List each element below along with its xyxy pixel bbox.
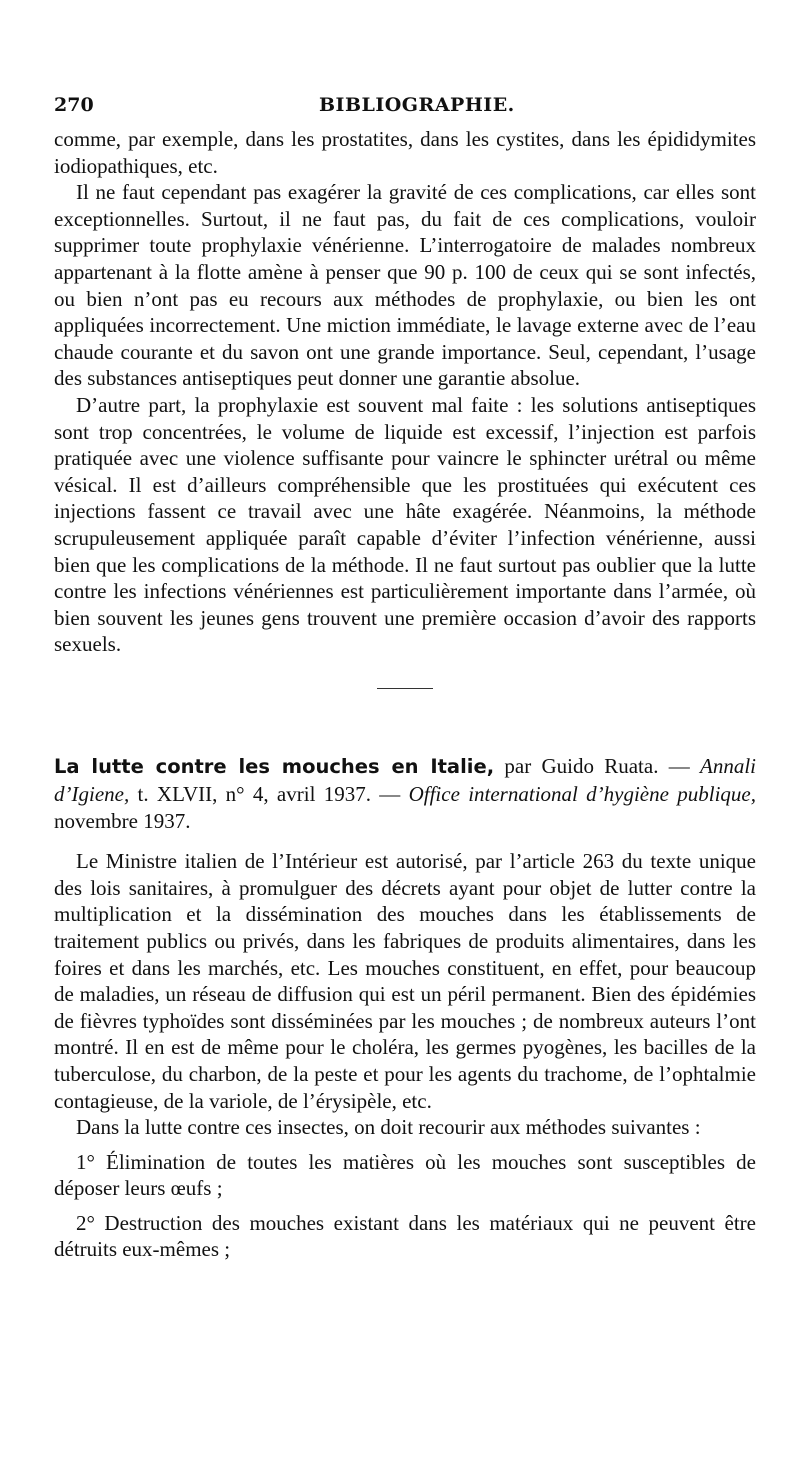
source-office: Office international d’hygiène publique, bbox=[408, 781, 756, 806]
source-office-detail: novembre 1937. bbox=[54, 808, 191, 833]
previous-article-continuation bbox=[54, 126, 756, 658]
running-title: BIBLIOGRAPHIE. bbox=[319, 94, 515, 116]
source-journal: Annali d’Igiene, bbox=[54, 754, 756, 806]
paragraph: Il ne faut cependant pas exagérer la gravité de ces complications, car elles sont exceptionnelles. Surtout, il ne faut pas, du fait de ces complications, vouloir supprimer toute prophylaxie vénérienne. L’interrogatoire de malades nombreux appartenant à la flotte amène à penser que 90 p. 100 de ceux qui se sont infectés, ou bien n’ont pas eu recours aux méthodes de prophylaxie, ou bien les ont appliquées incorrectement. Une miction immédiate, le lavage externe avec de l’eau chaude courante et du savon ont une grande importance. Seul, cependant, l’usage des substances antiseptiques peut donner une garantie absolue. bbox=[54, 180, 756, 391]
list-item: 1° Élimination de toutes les matières où les mouches sont susceptibles de déposer leurs œufs ; bbox=[54, 1149, 756, 1201]
paragraph: Le Ministre italien de l’Intérieur est autorisé, par l’article 263 du texte unique des lois sanitaires, à promulguer des décrets ayant pour objet de lutter contre la multiplication et la dissémination des mouches dans les établissements de traitement publics ou privés, dans les fabriques de produits alimentaires, dans les foires et dans les marchés, etc. Les mouches constituent, en effet, pour beaucoup de maladies, un réseau de diffusion qui est un péril permanent. Bien des épidémies de fièvres typhoïdes sont disséminées par les mouches ; de nombreux auteurs l’ont montré. Il en est de même pour le choléra, les germes pyogènes, les bacilles de la tuberculose, du charbon, de la peste et pour les agents du trachome, de l’ophtalmie contagieuse, de la variole, de l’érysipèle, etc. bbox=[54, 849, 756, 1113]
paragraph: comme, par exemple, dans les prostatites, dans les cystites, dans les épididymites iodiopathiques, etc. bbox=[54, 127, 756, 178]
paragraph: D’autre part, la prophylaxie est souvent mal faite : les solutions antiseptiques sont trop concentrées, le volume de liquide est excessif, l’injection est parfois pratiquée avec une violence suffisante pour vaincre le sphincter urétral ou même vésical. Il est d’ailleurs compréhensible que les prostituées qui exécutent ces injections fassent ce travail avec une hâte exagérée. Néanmoins, la méthode scrupuleusement appliquée paraît capable d’éviter l’infection vénérienne, aussi bien que les complications de la méthode. Il ne faut surtout pas oublier que la lutte contre les infections vénériennes est particulièrement importante dans l’armée, où bien souvent les jeunes gens trouvent une première occasion d’avoir des rapports sexuels. bbox=[54, 392, 756, 657]
page-header bbox=[54, 92, 756, 126]
list-item: 2° Destruction des mouches existant dans les matériaux qui ne peuvent être détruits eux-mêmes ; bbox=[54, 1210, 756, 1262]
source-journal-detail: t. XLVII, n° 4, avril 1937. — bbox=[129, 781, 409, 806]
paragraph: Dans la lutte contre ces insectes, on doit recourir aux méthodes suivantes : bbox=[76, 1115, 701, 1140]
article-heading bbox=[54, 753, 756, 834]
article-body bbox=[54, 848, 756, 1263]
page-number: 270 bbox=[54, 94, 94, 116]
article-byline: par Guido Ruata. — bbox=[494, 754, 700, 779]
article-title: La lutte contre les mouches en Italie, bbox=[54, 755, 495, 779]
section-divider bbox=[377, 688, 433, 690]
